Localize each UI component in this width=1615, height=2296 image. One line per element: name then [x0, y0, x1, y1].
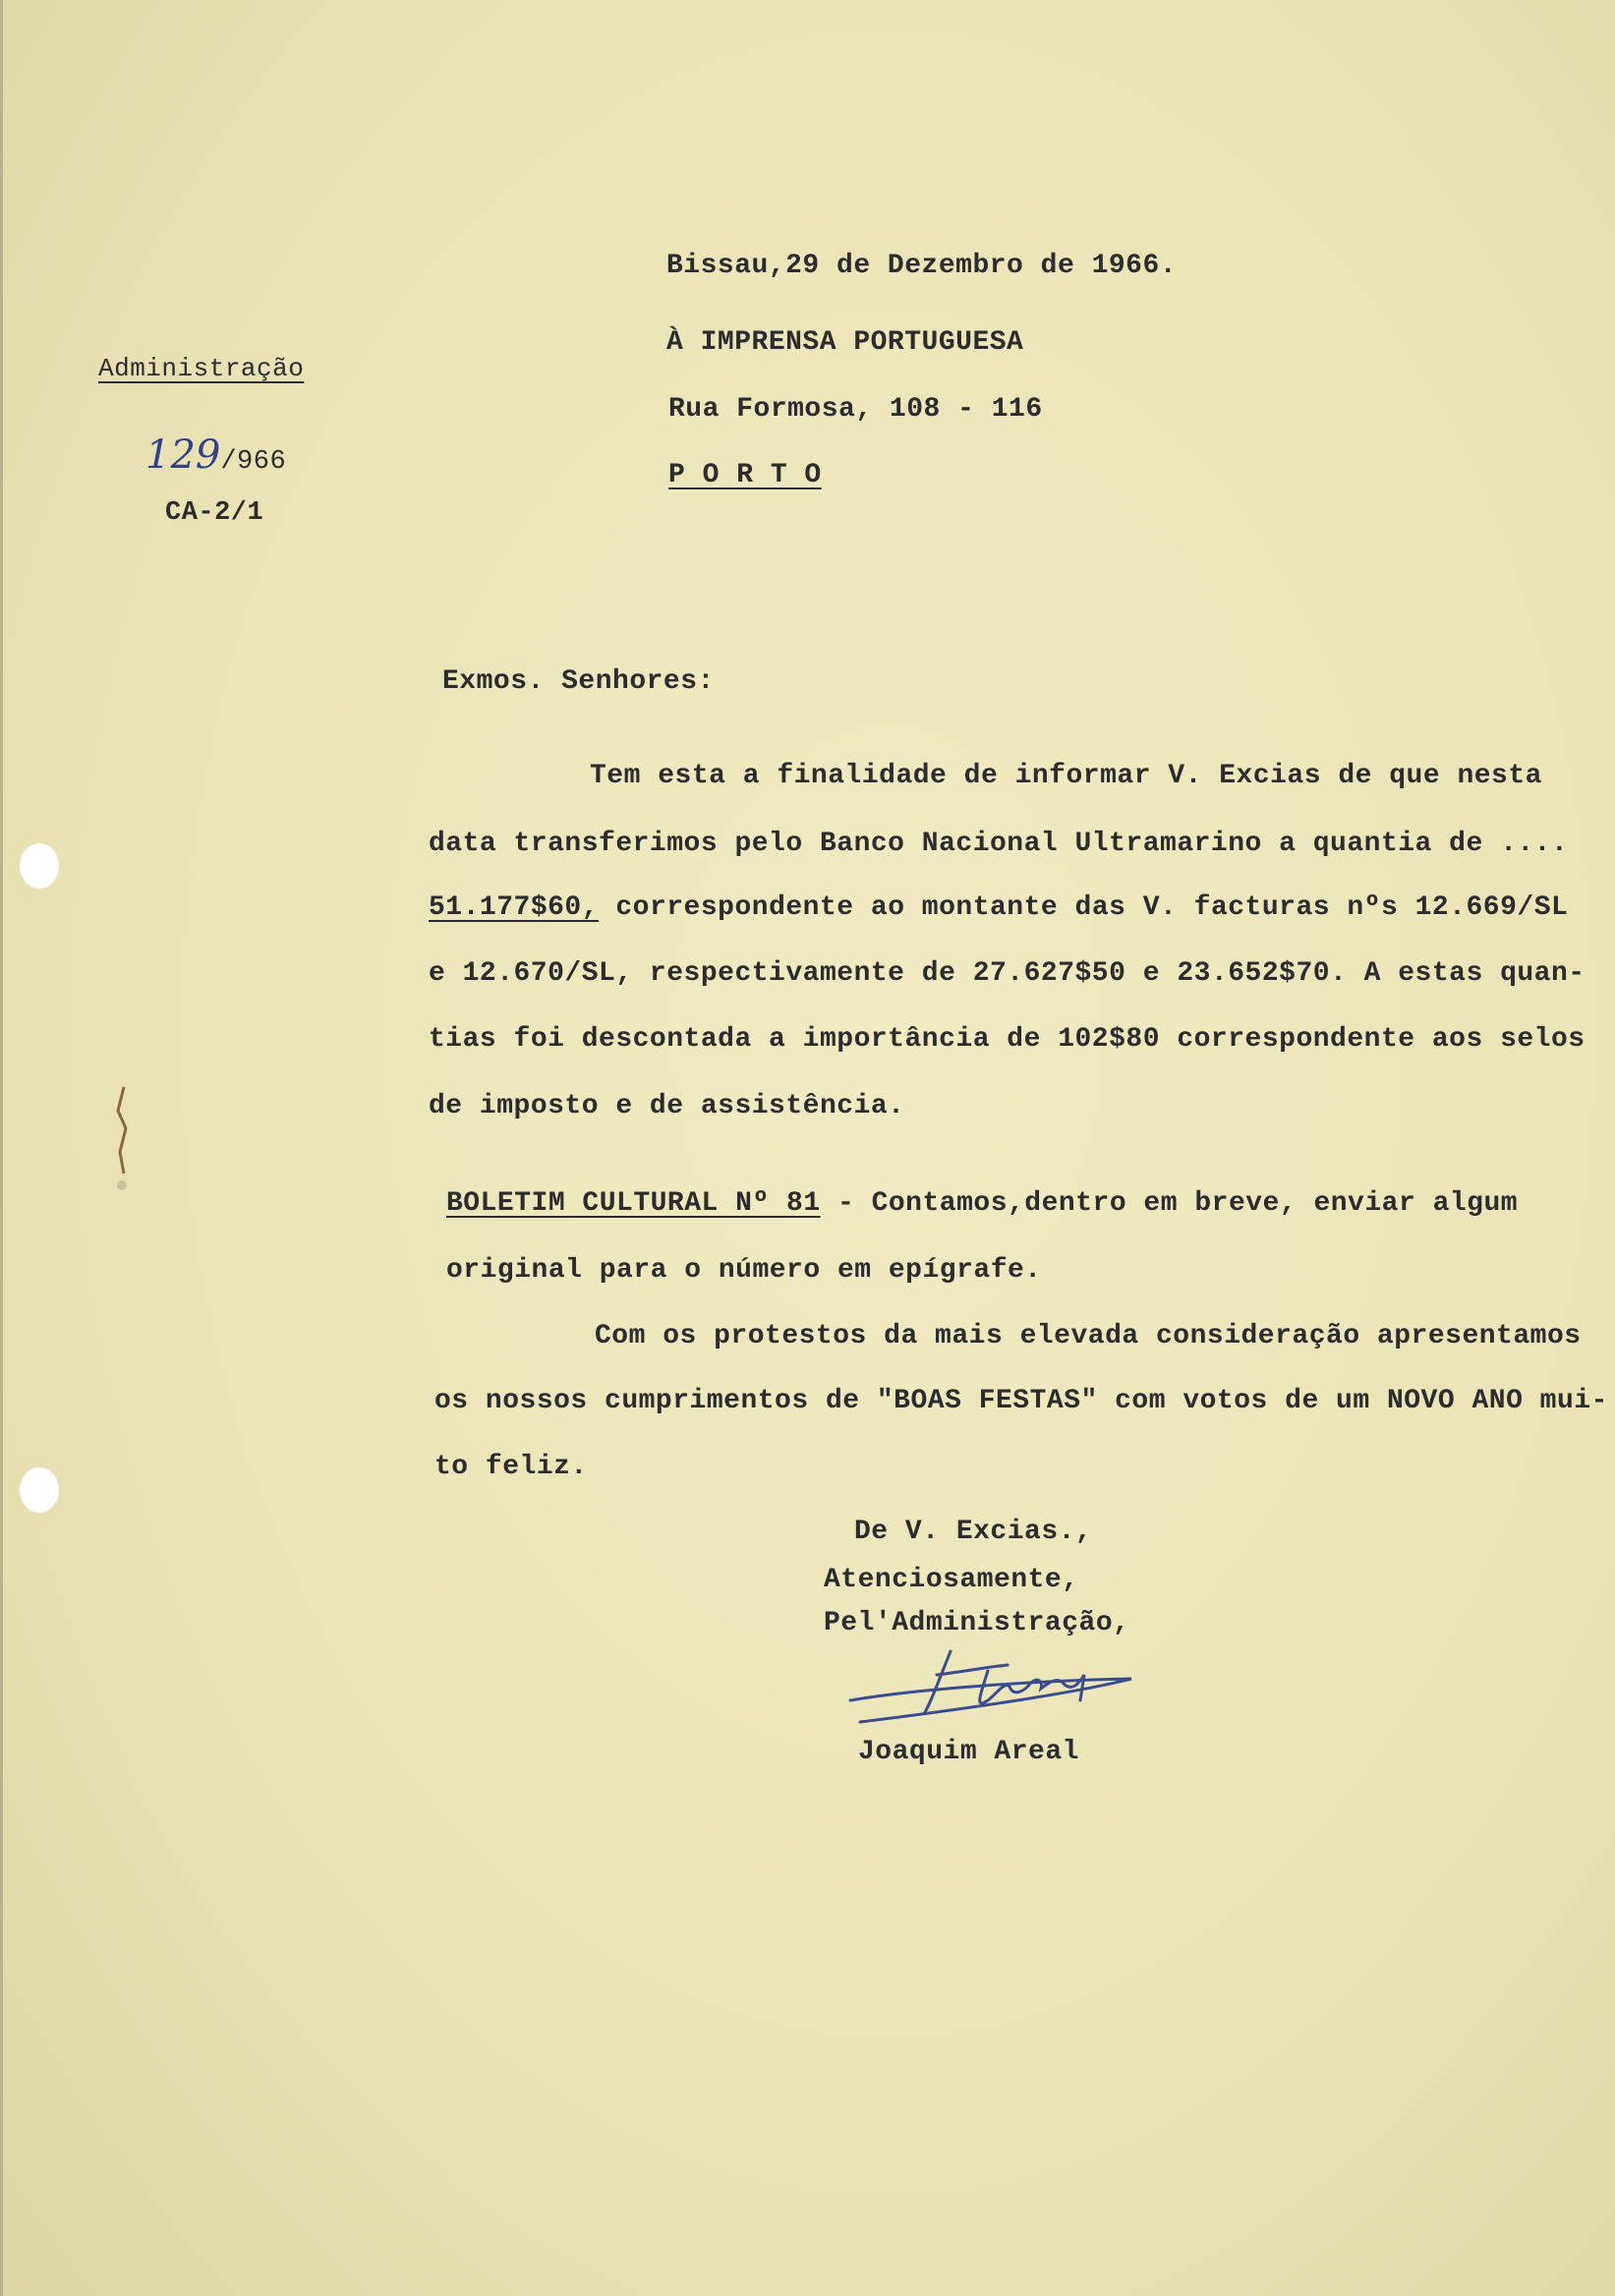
salutation: Exmos. Senhores:	[442, 666, 715, 697]
reference-code: CA-2/1	[165, 498, 264, 528]
paragraph-1-line-3	[429, 892, 1568, 923]
closing-line-2: Atenciosamente,	[824, 1565, 1079, 1595]
paragraph-1-line-2: data transferimos pelo Banco Nacional Ultramarino a quantia de ....	[429, 829, 1569, 859]
paragraph-3-line-1: Com os protestos da mais elevada consideração apresentamos	[595, 1321, 1582, 1351]
department-label: Administração	[98, 354, 305, 383]
paragraph-2-line-1	[446, 1188, 1518, 1219]
paragraph-1-line-5: tias foi descontada a importância de 102$80 correspondente aos selos	[429, 1024, 1586, 1055]
paragraph-1-line-3-rest: correspondente ao montante das V. facturas nºs 12.669/SL	[615, 892, 1569, 923]
paragraph-1-line-1: Tem esta a finalidade de informar V. Excias de que nesta	[590, 761, 1542, 791]
closing-line-3: Pel'Administração,	[824, 1608, 1130, 1638]
paper-left-edge	[0, 0, 3, 2296]
paragraph-3-line-2: os nossos cumprimentos de "BOAS FESTAS" com votos de um NOVO ANO mui-	[434, 1386, 1608, 1416]
punch-hole-bottom	[20, 1467, 59, 1513]
bulletin-title: BOLETIM CULTURAL Nº 81	[446, 1188, 821, 1219]
reference-number-typed: /966	[220, 447, 287, 477]
addressee-name: À IMPRENSA PORTUGUESA	[666, 327, 1024, 358]
addressee-street: Rua Formosa, 108 - 116	[668, 394, 1043, 425]
punch-hole-top	[20, 843, 59, 889]
addressee-city: P O R T O	[668, 460, 822, 490]
handwritten-signature	[840, 1641, 1155, 1740]
reference-number-handwritten: 129	[145, 432, 221, 478]
paragraph-1-line-4: e 12.670/SL, respectivamente de 27.627$50 e 23.652$70. A estas quan-	[429, 958, 1586, 989]
transfer-amount: 51.177$60,	[429, 892, 600, 923]
signatory-name: Joaquim Areal	[858, 1737, 1079, 1767]
staple-mark	[102, 1083, 138, 1201]
paragraph-1-line-6: de imposto e de assistência.	[429, 1091, 905, 1121]
closing-line-1: De V. Excias.,	[854, 1517, 1093, 1547]
paragraph-3-line-3: to feliz.	[434, 1452, 588, 1482]
reference-number	[145, 432, 286, 478]
paragraph-2-line-1-rest: - Contamos,dentro em breve, enviar algum	[820, 1188, 1519, 1219]
paragraph-2-line-2: original para o número em epígrafe.	[446, 1255, 1042, 1286]
place-and-date: Bissau,29 de Dezembro de 1966.	[666, 251, 1178, 281]
